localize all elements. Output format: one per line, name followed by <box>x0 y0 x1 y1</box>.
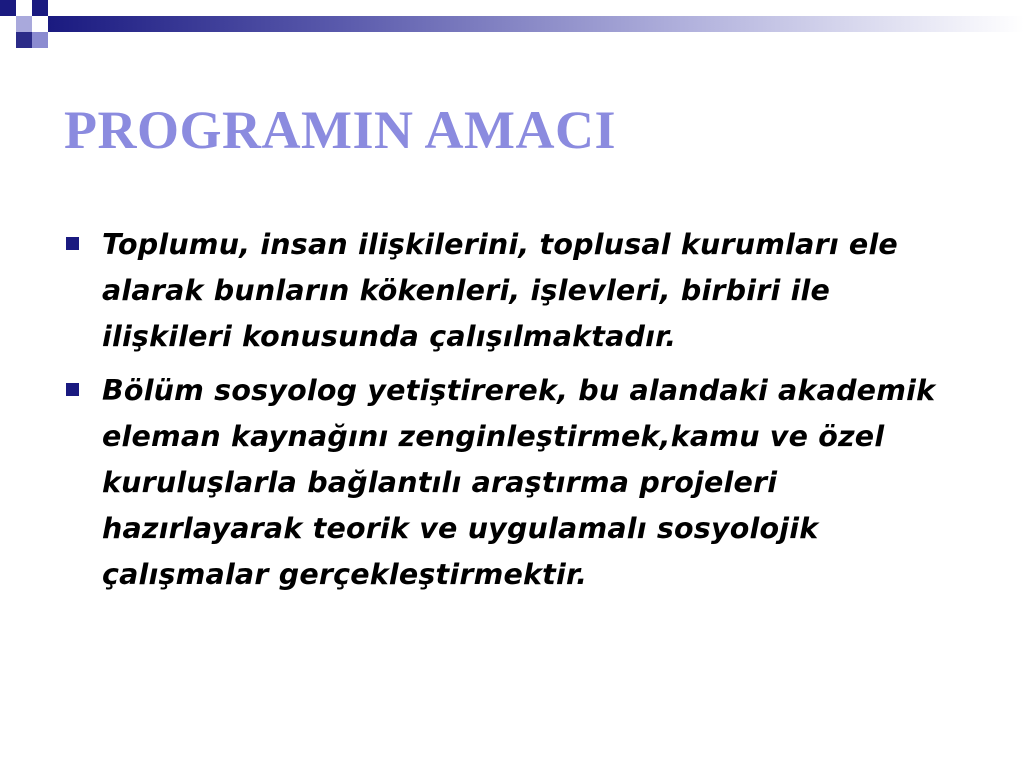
decorative-square <box>16 0 32 16</box>
square-bullet-icon <box>66 237 79 250</box>
decorative-square <box>32 0 48 16</box>
decorative-square <box>32 16 48 32</box>
decorative-square <box>32 32 48 48</box>
bullet-text: Bölüm sosyolog yetiştirerek, bu alandaki akademik eleman kaynağını zenginleştirmek,kamu ve özel kuruluşlarla bağlantılı araştırma projeleri hazırlayarak teorik ve uygulamalı sosyolojik çalışmalar gerçekleştirmektir. <box>102 374 936 591</box>
header-gradient-bar <box>48 16 1024 32</box>
bullet-item <box>62 222 962 360</box>
decorative-square <box>16 32 32 48</box>
decorative-square <box>0 0 16 16</box>
bullet-text: Toplumu, insan ilişkilerini, toplusal kurumları ele alarak bunların kökenleri, işlevleri, birbiri ile ilişkileri konusunda çalışılmaktadır. <box>102 228 898 353</box>
square-bullet-icon <box>66 383 79 396</box>
decorative-square <box>16 16 32 32</box>
bullet-item <box>62 368 962 598</box>
slide-title: PROGRAMIN AMACI <box>64 100 616 160</box>
bullet-list <box>62 222 962 606</box>
